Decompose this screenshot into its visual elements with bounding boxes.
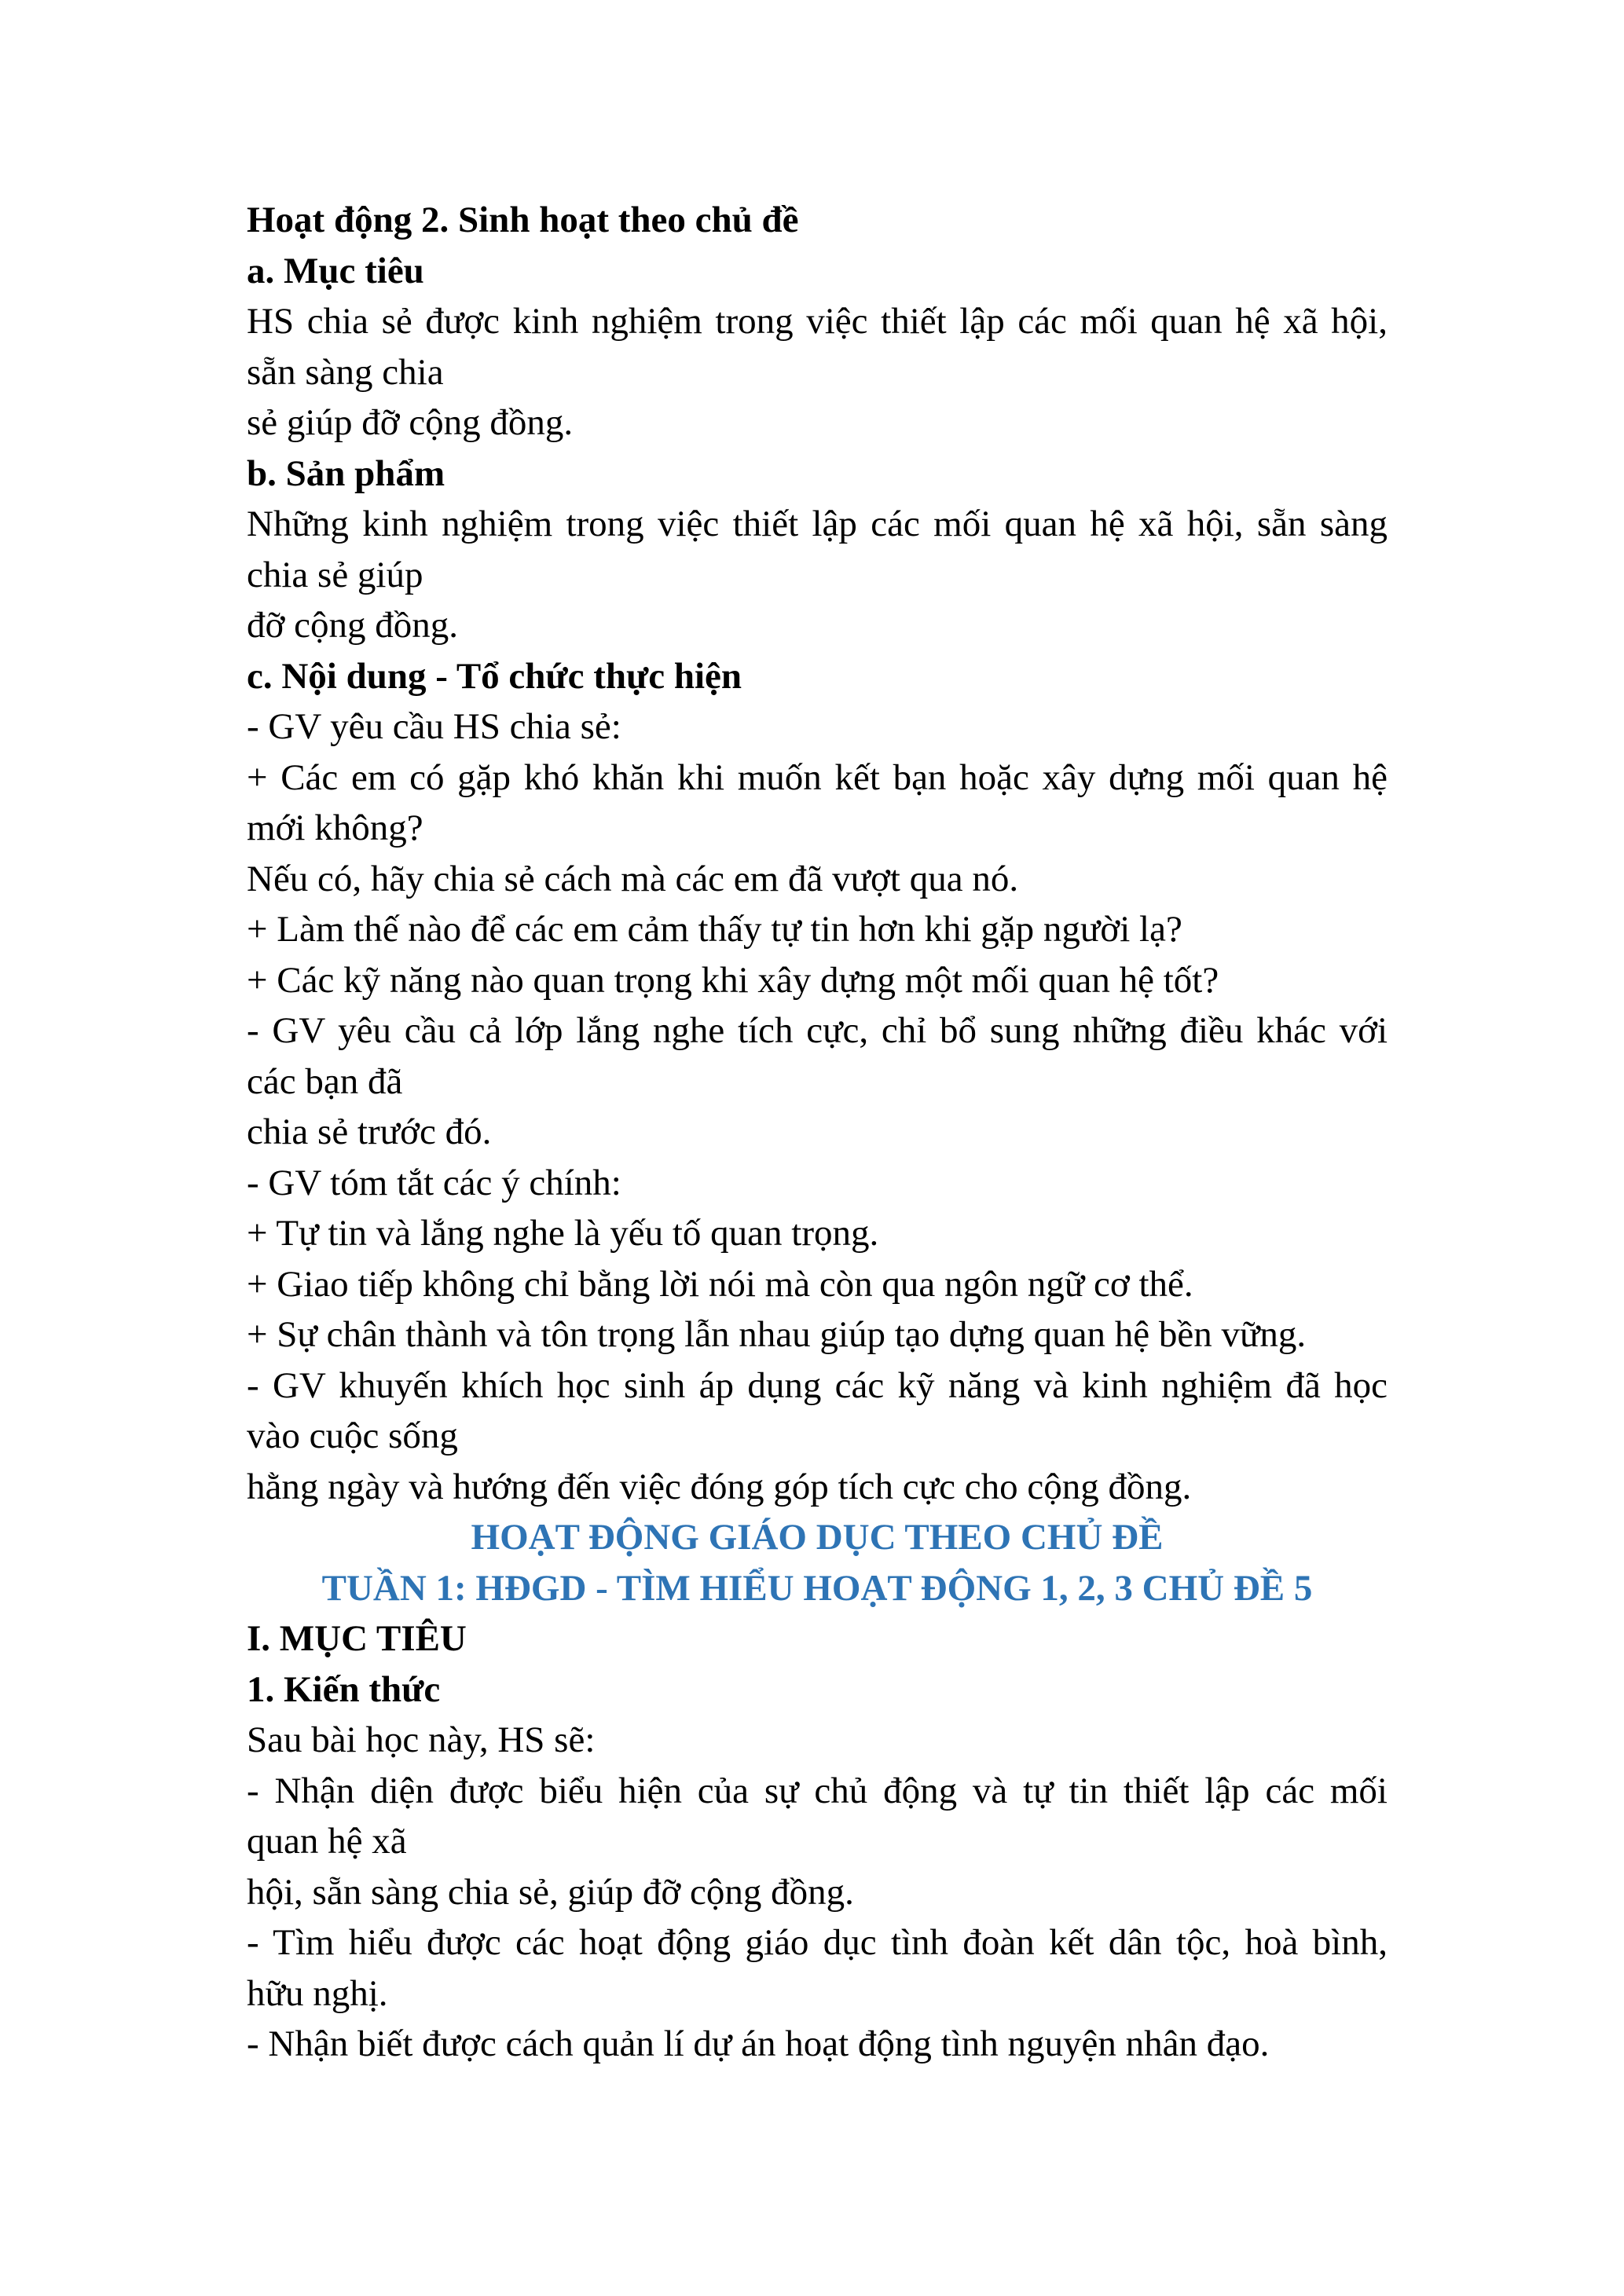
text-line: - GV tóm tắt các ý chính: <box>247 1162 621 1203</box>
text-line: - Tìm hiểu được các hoạt động giáo dục tình đoàn kết dân tộc, hoà bình, <box>247 1922 1388 1963</box>
text-line: chia sẻ giúp <box>247 554 423 595</box>
text-line: các bạn đã <box>247 1060 403 1102</box>
text-line: chia sẻ trước đó. <box>247 1111 492 1152</box>
text-line: - GV yêu cầu cả lớp lắng nghe tích cực, chỉ bổ sung những điều khác với <box>247 1010 1388 1051</box>
text-line: - Nhận diện được biểu hiện của sự chủ động và tự tin thiết lập các mối <box>247 1770 1388 1811</box>
text-line: + Các kỹ năng nào quan trọng khi xây dựng một mối quan hệ tốt? <box>247 959 1219 1001</box>
text-line: HS chia sẻ được kinh nghiệm trong việc thiết lập các mối quan hệ xã hội, <box>247 301 1388 342</box>
section-heading-product: b. Sản phẩm <box>247 452 445 494</box>
centered-subtitle: TUẦN 1: HĐGD - TÌM HIỂU HOẠT ĐỘNG 1, 2, 3 CHỦ ĐỀ 5 <box>321 1567 1313 1609</box>
text-line: hội, sẵn sàng chia sẻ, giúp đỡ cộng đồng. <box>247 1871 854 1913</box>
text-line: Những kinh nghiệm trong việc thiết lập các mối quan hệ xã hội, sẵn sàng <box>247 504 1388 544</box>
subsection-heading-knowledge: 1. Kiến thức <box>247 1668 441 1710</box>
section-heading-content: c. Nội dung - Tổ chức thực hiện <box>247 655 742 697</box>
section-heading-objective: a. Mục tiêu <box>247 250 424 291</box>
text-line: - GV khuyến khích học sinh áp dụng các kỹ năng và kinh nghiệm đã học <box>247 1364 1388 1406</box>
text-line: + Tự tin và lắng nghe là yếu tố quan trọng. <box>247 1213 879 1254</box>
activity-heading: Hoạt động 2. Sinh hoạt theo chủ đề <box>247 200 799 240</box>
document-page <box>247 195 1388 2070</box>
text-line: Nếu có, hãy chia sẻ cách mà các em đã vượt qua nó. <box>247 858 1019 899</box>
text-line: quan hệ xã <box>247 1821 407 1862</box>
text-line: hằng ngày và hướng đến việc đóng góp tích cực cho cộng đồng. <box>247 1466 1192 1507</box>
text-line: - Nhận biết được cách quản lí dự án hoạt động tình nguyện nhân đạo. <box>247 2023 1270 2064</box>
text-line: sẵn sàng chia <box>247 351 444 393</box>
text-line: vào cuộc sống <box>247 1415 458 1456</box>
text-line: + Các em có gặp khó khăn khi muốn kết bạn hoặc xây dựng mối quan hệ <box>247 756 1388 798</box>
text-line: - GV yêu cầu HS chia sẻ: <box>247 706 621 747</box>
text-line: Sau bài học này, HS sẽ: <box>247 1719 596 1760</box>
section-heading-goals: I. MỤC TIÊU <box>247 1618 467 1659</box>
text-line: + Giao tiếp không chỉ bằng lời nói mà còn qua ngôn ngữ cơ thể. <box>247 1263 1193 1305</box>
text-line: mới không? <box>247 807 423 848</box>
text-line: sẻ giúp đỡ cộng đồng. <box>247 402 574 443</box>
text-line: + Sự chân thành và tôn trọng lẫn nhau giúp tạo dựng quan hệ bền vững. <box>247 1314 1307 1355</box>
text-line: + Làm thế nào để các em cảm thấy tự tin hơn khi gặp người lạ? <box>247 909 1182 950</box>
text-line: đỡ cộng đồng. <box>247 605 458 646</box>
text-line: hữu nghị. <box>247 1972 388 2014</box>
centered-title: HOẠT ĐỘNG GIÁO DỤC THEO CHỦ ĐỀ <box>471 1517 1164 1558</box>
